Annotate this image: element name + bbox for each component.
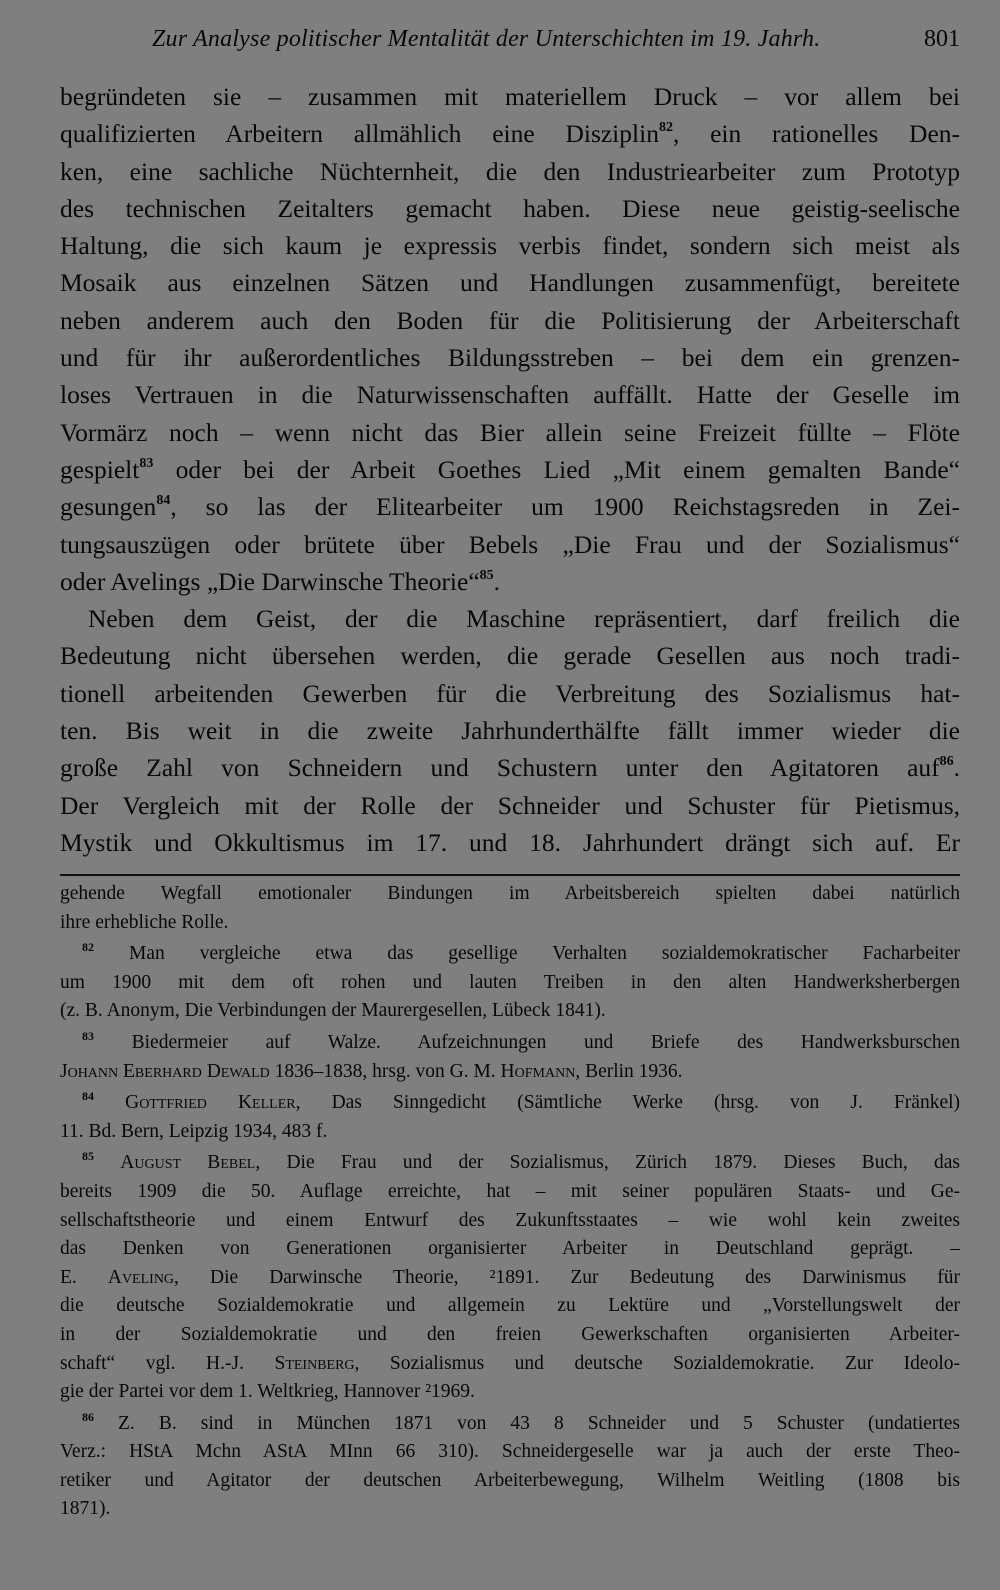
text-line: ken, eine sachliche Nüchternheit, die den Industriearbeiter zum Prototyp — [60, 156, 960, 186]
footnote-ref[interactable]: 85 — [479, 567, 494, 583]
text-line: ten. Bis weit in die zweite Jahrhunderthälfte fällt immer wieder die — [60, 716, 960, 746]
text-line: große Zahl von Schneidern und Schustern unter den Agitatoren auf$^{86}$. — [60, 753, 960, 783]
footnote-line: 11. Bd. Bern, Leipzig 1934, 483 f. — [60, 1120, 328, 1142]
text-line: begründeten sie – zusammen mit materiellem Druck – vor allem bei — [60, 82, 960, 111]
footnote-line: die deutsche Sozialdemokratie und allgemein zu Lektüre und „Vorstellungswelt der — [60, 1295, 960, 1317]
text-line: Neben dem Geist, der die Maschine repräsentiert, darf freilich die — [88, 604, 960, 634]
footnote-line: 1871). — [60, 1498, 111, 1520]
footnote-mark: 85 — [82, 1149, 94, 1164]
footnote-line: ihre erhebliche Rolle. — [60, 911, 229, 933]
footnote-83: $^{83}$ Biedermeier auf Walze. Aufzeichnungen und Briefe des Handwerksburschen — [82, 1028, 960, 1053]
main-text — [60, 78, 960, 861]
text-line: Mosaik aus einzelnen Sätzen und Handlungen zusammenfügt, bereitete — [60, 268, 960, 298]
footnote-line: (z. B. Anonym, Die Verbindungen der Maurergesellen, Lübeck 1841). — [60, 1000, 606, 1022]
footnote-ref[interactable]: 83 — [139, 455, 154, 471]
footnote-line: gie der Partei vor dem 1. Weltkrieg, Hannover ²1969. — [60, 1381, 475, 1403]
text-line: Vormärz noch – wenn nicht das Bier allein seine Freizeit füllte – Flöte — [60, 417, 960, 447]
footnote-line: gehende Wegfall emotionaler Bindungen im Arbeitsbereich spielten dabei natürlich — [60, 883, 960, 904]
footnotes — [60, 880, 960, 1524]
footnote-mark: 86 — [82, 1409, 94, 1424]
footnote-82: $^{82}$ Man vergleiche etwa das gesellige Verhalten sozialdemokratischer Facharbeiter — [82, 940, 960, 965]
text-line: qualifizierten Arbeitern allmählich eine Disziplin$^{82}$, ein rationelles Den- — [60, 119, 960, 149]
footnote-ref[interactable]: 82 — [658, 120, 673, 136]
text-line: oder Avelings „Die Darwinsche Theorie“$^{85}$. — [60, 566, 501, 596]
text-line: Bedeutung nicht übersehen werden, die gerade Gesellen aus noch tradi- — [60, 641, 960, 671]
footnote-line: bereits 1909 die 50. Auflage erreichte, hat – mit seiner populären Staats- und Ge- — [60, 1180, 960, 1202]
text-line: Der Vergleich mit der Rolle der Schneider und Schuster für Pietismus, — [60, 790, 960, 820]
footnote-divider — [60, 874, 960, 876]
footnote-mark: 82 — [82, 940, 94, 955]
text-line: tungsauszügen oder brütete über Bebels „Die Frau und der Sozialismus“ — [60, 529, 960, 559]
footnote-ref[interactable]: 84 — [156, 493, 171, 509]
text-line: des technischen Zeitalters gemacht haben. Diese neue geistig-seelische — [60, 193, 960, 223]
footnote-line: das Denken von Generationen organisierter Arbeiter in Deutschland geprägt. – — [60, 1238, 960, 1260]
text-line: Haltung, die sich kaum je expressis verbis findet, sondern sich meist als — [60, 231, 960, 261]
text-line: tionell arbeitenden Gewerben für die Verbreitung des Sozialismus hat- — [60, 678, 960, 708]
footnote-line: um 1900 mit dem oft rohen und lauten Treiben in den alten Handwerksherbergen — [60, 971, 960, 993]
text-line: und für ihr außerordentliches Bildungsstreben – bei dem ein grenzen- — [60, 343, 960, 373]
footnote-line: E. Aveling, Die Darwinsche Theorie, ²1891. Zur Bedeutung des Darwinismus für — [60, 1266, 960, 1288]
text-line: loses Vertrauen in die Naturwissenschaften auffällt. Hatte der Geselle im — [60, 380, 960, 410]
footnote-mark: 84 — [82, 1089, 94, 1104]
text-line: gespielt$^{83}$ oder bei der Arbeit Goethes Lied „Mit einem gemalten Bande“ — [60, 454, 960, 484]
text-line: gesungen$^{84}$, so las der Elitearbeiter um 1900 Reichstagsreden in Zei- — [60, 492, 960, 522]
footnote-mark: 83 — [82, 1028, 94, 1043]
footnote-line: Johann Eberhard Dewald 1836–1838, hrsg. von G. M. Hofmann, Berlin 1936. — [60, 1060, 683, 1082]
footnote-line: Verz.: HStA Mchn AStA MInn 66 310). Schneidergeselle war ja auch der erste Theo- — [60, 1441, 960, 1463]
running-title: Zur Analyse politischer Mentalität der Unterschichten im 19. Jahrh. — [152, 26, 821, 52]
page-number: 801 — [924, 26, 960, 52]
footnote-ref[interactable]: 86 — [939, 754, 954, 770]
running-header — [152, 22, 960, 62]
text-line: neben anderem auch den Boden für die Politisierung der Arbeiterschaft — [60, 305, 960, 335]
footnote-line: sellschaftstheorie und einem Entwurf des Zukunftsstaates – wie wohl kein zweites — [60, 1209, 960, 1231]
footnote-line: schaft“ vgl. H.-J. Steinberg, Sozialismus und deutsche Sozialdemokratie. Zur Ideolo- — [60, 1352, 960, 1374]
footnote-line: retiker und Agitator der deutschen Arbeiterbewegung, Wilhelm Weitling (1808 bis — [60, 1469, 960, 1491]
footnote-85: $^{85}$ August Bebel, Die Frau und der Sozialismus, Zürich 1879. Dieses Buch, das — [82, 1149, 960, 1174]
footnote-84: $^{84}$ Gottfried Keller, Das Sinngedicht (Sämtliche Werke (hrsg. von J. Fränkel) — [82, 1089, 960, 1114]
footnote-line: in der Sozialdemokratie und den freien Gewerkschaften organisierten Arbeiter- — [60, 1323, 960, 1345]
text-line: Mystik und Okkultismus im 17. und 18. Jahrhundert drängt sich auf. Er — [60, 827, 960, 857]
footnote-86: $^{86}$ Z. B. sind in München 1871 von 43 8 Schneider und 5 Schuster (undatiertes — [82, 1409, 960, 1434]
